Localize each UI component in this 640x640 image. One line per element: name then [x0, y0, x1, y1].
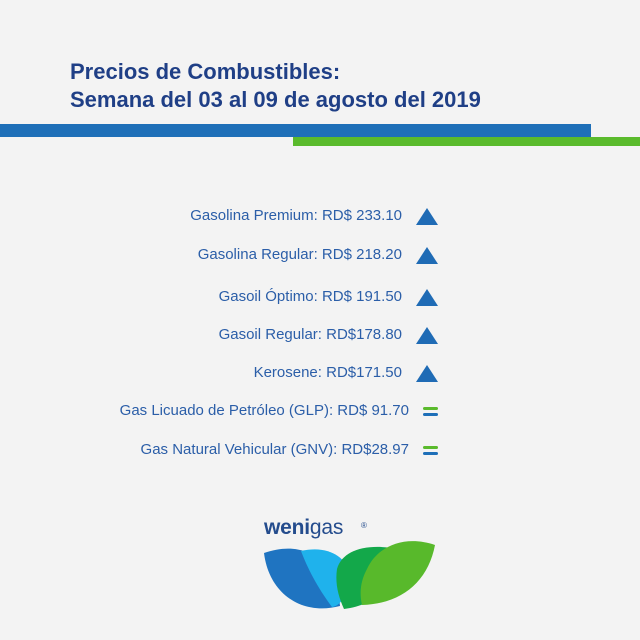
brand-name-part1: weni [264, 516, 310, 539]
price-label: Gas Natural Vehicular (GNV): RD$28.97 [140, 441, 409, 458]
registered-mark: ® [361, 521, 367, 530]
brand-name-part2: gas [309, 516, 344, 539]
title-line-1: Precios de Combustibles: [70, 59, 341, 84]
price-label: Gasoil Óptimo: RD$ 191.50 [218, 288, 402, 305]
price-label: Gas Licuado de Petróleo (GLP): RD$ 91.70 [119, 402, 409, 419]
price-label: Gasoil Regular: RD$178.80 [218, 326, 402, 343]
price-label: Kerosene: RD$171.50 [253, 364, 402, 381]
price-label: Gasolina Regular: RD$ 218.20 [197, 246, 402, 263]
title-line-2: Semana del 03 al 09 de agosto del 2019 [70, 87, 481, 112]
price-label: Gasolina Premium: RD$ 233.10 [190, 207, 402, 224]
